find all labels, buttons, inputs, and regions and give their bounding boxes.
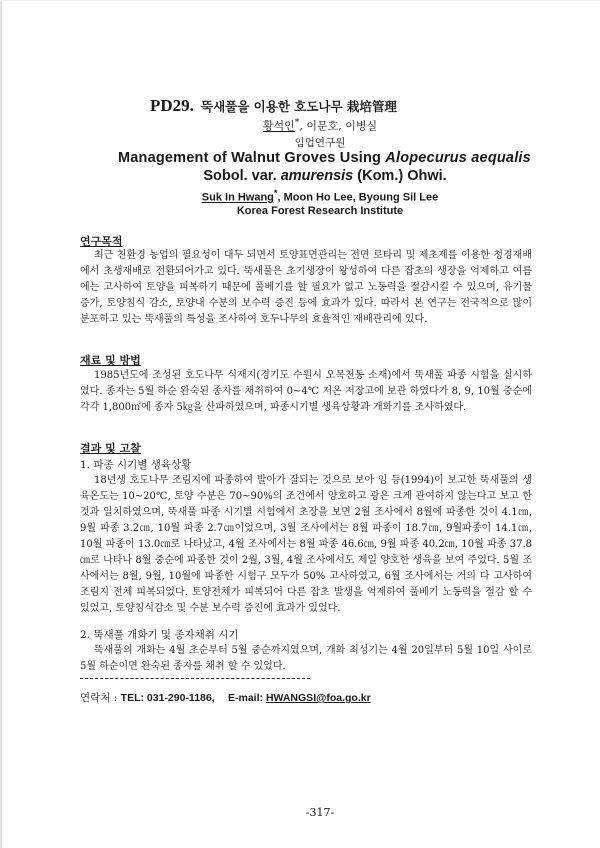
paper-title-kr bbox=[150, 96, 397, 116]
english-authors bbox=[0, 188, 600, 204]
species-name: Alopecurus aequalis bbox=[385, 150, 531, 166]
english-institution: Korea Forest Research Institute bbox=[236, 205, 404, 217]
corresponding-mark-en: * bbox=[273, 188, 278, 198]
english-title-line2 bbox=[0, 168, 600, 184]
contact-info bbox=[80, 690, 371, 705]
purpose-heading: 연구목적 bbox=[80, 235, 123, 248]
contact-tel: TEL: 031-290-1186, bbox=[120, 692, 215, 704]
poster-code: PD29. bbox=[150, 96, 194, 115]
page-number: -317- bbox=[305, 806, 335, 819]
english-title-part: Sobol. var. bbox=[203, 168, 281, 184]
methods-text: 1985년도에 조성된 호도나무 식재지(경기도 수원시 오목천동 소재)에서 뚝새풀 파종 시험을 실시하였다. 종자는 5월 하순 완숙된 종자를 채취하여 0~4℃ 저온 저장고에 보관 하였다가 8, 9, 10월 중순에 각각 1,800㎡에 종자 5㎏을 산파하였으며, 파종시기별 생육상황과 개화기를 조사하였다. bbox=[80, 370, 532, 413]
english-title-part: (Kom.) Ohwi. bbox=[353, 168, 447, 184]
result1-text: 18년생 호도나무 조림지에 파종하여 발아가 잘되는 것으로 보아 임 등(1994)이 보고한 뚝새풀의 생육온도는 10~20℃, 토양 수분은 70~90%의 조건에서 양호하고 광은 크게 관여하지 않는다고 보고 한 것과 일치하였으며, 뚝새풀 파종 시기별 시험에서 초장을 보면 2월 조사에서 8월에 파종한 것이 4.1㎝, 9월 파종 3.2㎝, 10월 파종 2.7㎝이었으며, 3월 조사에서는 8월 파종이 18.7㎝, 9월파종이 14.1㎝, 10월 파종이 13.0㎝로 나타났고, 4월 조사에서는 8월 파종 46.6㎝, 9월 파종 40.2㎝, 10월 파종 37.8㎝로 나타나 8월 중순에 파종한 것이 2월, 3월, 4월 조사에서도 제일 양호한 생육을 보여 주었다. 5월 조사에서는 8월, 9월, 10월에 파종한 시험구 모두가 50% 고사하였고, 6월 조사에서는 거의 다 고사하여 조림지 전체 피복되었다. 토양전체가 피복되어 다른 잡초 발생을 억제하여 풀베기 노동력을 절감 할 수 있었고, 토양침식감소 및 수분 보수력 증진에 효과가 있었다. bbox=[80, 475, 532, 614]
korean-title: 뚝새풀을 이용한 호도나무 栽培管理 bbox=[201, 99, 397, 114]
variety-name: amurensis bbox=[280, 168, 354, 184]
coauthors-kr: , 이문호, 이병실 bbox=[299, 119, 378, 133]
result2-text: 뚝새풀의 개화는 4월 초순부터 5월 중순까지였으며, 개화 최성기는 4월 20일부터 5월 10일 사이로 5월 하순이면 완숙된 종자를 채취 할 수 있었다. bbox=[80, 645, 532, 672]
korean-institution: 임업연구원 bbox=[294, 137, 346, 149]
contact-email: HWANGSI@foa.go.kr bbox=[265, 692, 371, 704]
coauthors-en: , Moon Ho Lee, Byoung Sil Lee bbox=[277, 191, 439, 204]
purpose-text: 최근 친환경 농업의 필요성이 대두 되면서 토양표면관리는 전면 로타리 및 제초제를 이용한 청경재배에서 초생재배로 전환되어가고 있다. 뚝새풀은 초기생장이 왕성하여 다른 잡초의 생장을 억제하고 여름에는 고사하여 토양을 피복하기 때문에 풀베기를 할 필요가 없고 노동력을 절감시킬 수 있으며, 유기물 증가, 토양침식 감소, 토양내 수분의 보수력 증진 등에 효과가 있다. 따라서 본 연구는 전국적으로 많이 분포하고 있는 뚝새풀의 특성을 조사하여 호두나무의 효율적인 재배관리에 있다. bbox=[80, 250, 532, 325]
results-heading: 결과 및 고찰 bbox=[80, 442, 141, 455]
corresponding-mark-kr: * bbox=[294, 117, 300, 128]
contact-label: 연락처 : bbox=[80, 692, 121, 704]
result2-heading: 2. 뚝새풀 개화기 및 종자채취 시기 bbox=[80, 629, 239, 641]
english-title-part: Management of Walnut Groves Using bbox=[118, 150, 386, 166]
footnote-divider bbox=[80, 678, 310, 679]
result1-heading: 1. 파종 시기별 생육상황 bbox=[80, 459, 192, 471]
english-title-line1 bbox=[118, 150, 531, 166]
contact-email-label: E-mail: bbox=[228, 692, 266, 704]
corresponding-author-kr: 황석인 bbox=[262, 119, 295, 133]
methods-heading: 재료 및 방법 bbox=[80, 354, 141, 367]
korean-authors bbox=[0, 117, 600, 134]
corresponding-author-en: Suk In Hwang bbox=[201, 191, 274, 204]
